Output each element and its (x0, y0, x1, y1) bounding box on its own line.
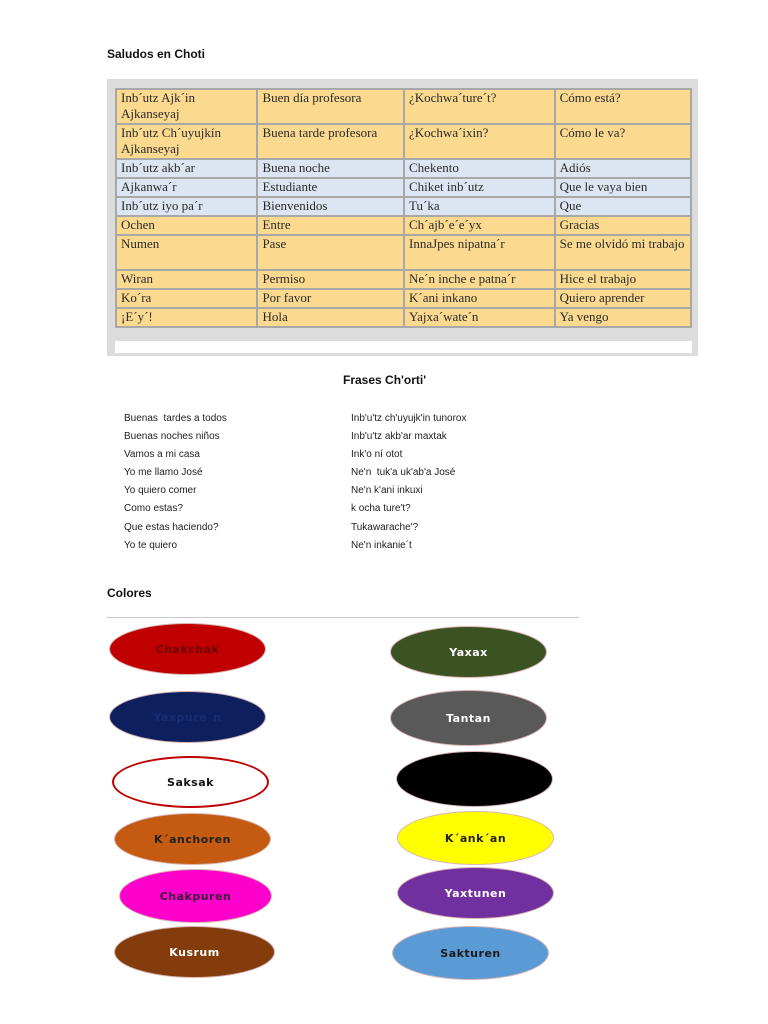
color-label: Yaxax (449, 645, 488, 659)
greetings-row (116, 159, 691, 178)
phrase-spanish: Buenas tardes a todos (124, 413, 227, 424)
phrase-chorti: k ocha ture't? (351, 503, 411, 515)
greetings-row (116, 178, 691, 197)
greetings-cell: Entre (257, 216, 404, 235)
phrase-spanish: Yo te quiero (124, 539, 178, 551)
section-title-frases: Frases Ch'orti' (343, 373, 427, 387)
color-swatch-black (396, 751, 553, 807)
phrases-spanish-column (124, 410, 227, 555)
greetings-row (116, 289, 691, 308)
greetings-cell: Que le vaya bien (555, 178, 691, 197)
greetings-cell: Pase (257, 235, 404, 270)
greetings-table-image (107, 79, 698, 356)
color-label: K´ank´an (444, 831, 507, 845)
greetings-cell: Numen (116, 235, 257, 270)
phrase-spanish: Yo me llamo José (124, 467, 203, 479)
greetings-row (116, 216, 691, 235)
greetings-cell: Ko´ra (116, 289, 257, 308)
color-swatch-chakpuren (119, 869, 272, 923)
greetings-cell: Chekento (404, 159, 555, 178)
greetings-cell: Inb´utz iyo pa´r (116, 197, 257, 216)
color-label: Sakturen (440, 946, 501, 960)
greetings-cell: Ya vengo (555, 308, 691, 327)
color-label: Kusrum (169, 945, 220, 959)
color-label: Saksak (167, 775, 214, 789)
color-swatch-yaxtunen (397, 867, 554, 919)
greetings-cell: Wiran (116, 270, 257, 289)
color-swatch-tantan (390, 690, 547, 746)
greetings-cell: Yajxa´wate´n (404, 308, 555, 327)
greetings-cell: Ochen (116, 216, 257, 235)
greetings-cell: Cómo está? (555, 89, 691, 124)
color-swatch-kankan (397, 811, 554, 865)
phrase-chorti: Tukawarache'? (351, 521, 419, 533)
greetings-cell: Quiero aprender (555, 289, 691, 308)
greetings-cell: Bienvenidos (257, 197, 404, 216)
color-label: Yaxtunen (444, 886, 507, 900)
color-label: Tantan (446, 711, 491, 725)
color-swatch-yaxpure-n (109, 691, 266, 743)
greetings-cell: ¿Kochwa´ture´t? (404, 89, 555, 124)
color-swatch-yaxax (390, 626, 547, 678)
greetings-cell: Estudiante (257, 178, 404, 197)
greetings-cell: Adiós (555, 159, 691, 178)
greetings-cell: Buena tarde profesora (257, 124, 404, 159)
color-swatch-sakturen (392, 926, 549, 980)
greetings-cell: Tu´ka (404, 197, 555, 216)
phrase-chorti: Ne'n inkanie´t (351, 539, 412, 551)
section-title-colores: Colores (107, 586, 152, 600)
phrase-chorti: Ne'n k'ani inkuxi (351, 485, 423, 497)
phrase-chorti: Inb'u'tz akb'ar maxtak (351, 431, 447, 443)
phrase-spanish: Como estas? (124, 503, 183, 515)
greetings-row (116, 308, 691, 327)
greetings-cell: Inb´utz akb´ar (116, 159, 257, 178)
greetings-cell: Inb´utz Ajk´in Ajkanseyaj (116, 89, 257, 124)
greetings-cell: Se me olvidó mi trabajo (555, 235, 691, 270)
greetings-cell: Cómo le va? (555, 124, 691, 159)
color-label: Yaxpure´n (153, 710, 222, 724)
greetings-cell: ¡E´y´! (116, 308, 257, 327)
color-label: K´anchoren (154, 832, 231, 846)
phrase-chorti: Inb'u'tz ch'uyujk'in tunorox (351, 413, 467, 424)
phrase-chorti: Ink'o ní otot (351, 449, 403, 461)
greetings-cell: Chiket inb´utz (404, 178, 555, 197)
phrases-chorti-column (351, 410, 466, 555)
greetings-row (116, 124, 691, 159)
greetings-cell: Buen día profesora (257, 89, 404, 124)
greetings-cell: K´ani inkano (404, 289, 555, 308)
greetings-cell: Hola (257, 308, 404, 327)
greetings-cell: Ne´n inche e patna´r (404, 270, 555, 289)
greetings-row (116, 89, 691, 124)
greetings-row (116, 235, 691, 270)
color-label: Chakchak (155, 642, 220, 656)
greetings-cell: Buena noche (257, 159, 404, 178)
phrase-spanish: Buenas noches niños (124, 431, 220, 443)
greetings-row (116, 197, 691, 216)
greetings-row (116, 270, 691, 289)
greetings-cell: Ajkanwa´r (116, 178, 257, 197)
greetings-cell: InnaJpes nipatna´r (404, 235, 555, 270)
color-swatch-chakchak (109, 623, 266, 675)
greetings-cell: ¿Kochwa´ixin? (404, 124, 555, 159)
phrase-spanish: Yo quiero comer (124, 485, 197, 497)
greetings-cell: Hice el trabajo (555, 270, 691, 289)
greetings-cell: Ch´ajb´e´e´yx (404, 216, 555, 235)
phrase-chorti: Ne'n tuk'a uk'ab'a José (351, 467, 456, 479)
greetings-cell: Inb´utz Ch´uyujkín Ajkanseyaj (116, 124, 257, 159)
greetings-cell: Por favor (257, 289, 404, 308)
greetings-cell: Permiso (257, 270, 404, 289)
phrase-spanish: Que estas haciendo? (124, 521, 219, 533)
greetings-cell: Que (555, 197, 691, 216)
colors-divider (107, 617, 579, 618)
color-label: Chakpuren (159, 889, 232, 903)
color-swatch-kusrum (114, 926, 275, 978)
greetings-table (115, 88, 692, 328)
color-swatch-saksak (112, 756, 269, 808)
color-swatch-kanchoren (114, 813, 271, 865)
greetings-cell: Gracias (555, 216, 691, 235)
table-bottom-strip (115, 341, 692, 353)
phrase-spanish: Vamos a mi casa (124, 449, 200, 461)
section-title-saludos: Saludos en Choti (107, 47, 206, 61)
